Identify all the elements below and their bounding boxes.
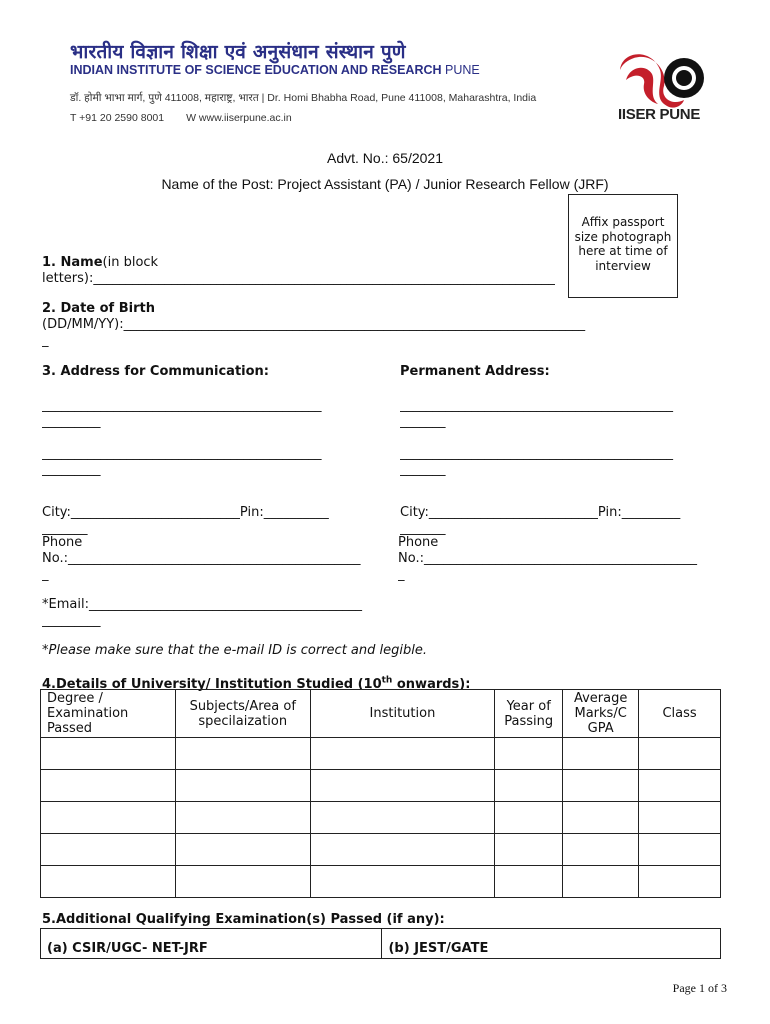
communication-phone-cont: _: [42, 567, 49, 582]
cell-subjects[interactable]: [175, 802, 310, 834]
cell-degree[interactable]: [41, 834, 176, 866]
photo-box: Affix passport size photograph here at time of interview: [568, 194, 678, 298]
cell-class[interactable]: [639, 866, 721, 898]
permanent-phone-field[interactable]: No.:__________________________________________: [398, 551, 697, 566]
column-degree: Degree / Examination Passed: [41, 690, 176, 738]
institute-name-english: [70, 63, 480, 77]
column-year: Year of Passing: [495, 690, 563, 738]
table-row: [41, 802, 721, 834]
institute-address: डॉ. होमी भाभा मार्ग, पुणे 411008, महाराष्ट्र, भारत | Dr. Homi Bhabha Road, Pune 411008, Maharashtra, India: [70, 92, 537, 104]
communication-address-line-2[interactable]: ___________________________________________: [42, 446, 322, 461]
communication-phone-field[interactable]: No.:_____________________________________________: [42, 551, 361, 566]
education-table: [40, 689, 721, 898]
cell-subjects[interactable]: [175, 738, 310, 770]
advertisement-number: Advt. No.: 65/2021: [327, 150, 443, 166]
cell-institution[interactable]: [310, 834, 495, 866]
cell-institution[interactable]: [310, 770, 495, 802]
column-marks: Average Marks/C GPA: [563, 690, 639, 738]
cell-year[interactable]: [495, 802, 563, 834]
cell-marks[interactable]: [563, 802, 639, 834]
education-heading-text: 4.Details of University/ Institution Studied (10: [42, 677, 382, 693]
column-class: Class: [639, 690, 721, 738]
page-number: Page 1 of 3: [672, 981, 727, 995]
dob-field[interactable]: (DD/MM/YY):_______________________________________________________________________: [42, 317, 586, 332]
name-field[interactable]: letters):_______________________________________________________________________: [42, 271, 555, 286]
column-jest-gate: (b) JEST/GATE: [382, 929, 721, 959]
permanent-address-heading-text: Permanent Address:: [400, 364, 550, 379]
communication-address-heading-text: 3. Address for Communication:: [42, 364, 269, 379]
communication-address-line-1[interactable]: ___________________________________________: [42, 398, 322, 413]
email-field[interactable]: *Email:__________________________________________: [42, 597, 362, 612]
institute-city: PUNE: [441, 63, 480, 77]
institute-phone: T +91 20 2590 8001: [70, 112, 165, 124]
cell-year[interactable]: [495, 770, 563, 802]
permanent-address-line-1-cont: _______: [400, 414, 446, 429]
additional-heading: [42, 912, 445, 928]
education-heading-sup: th: [381, 676, 393, 686]
permanent-address-line-2[interactable]: __________________________________________: [400, 446, 673, 461]
cell-degree[interactable]: [41, 802, 176, 834]
additional-heading-text: 5.Additional Qualifying Examination(s) Passed (if any):: [42, 912, 445, 927]
cell-marks[interactable]: [563, 738, 639, 770]
cell-year[interactable]: [495, 738, 563, 770]
column-csir-net: (a) CSIR/UGC- NET-JRF: [41, 929, 382, 959]
permanent-phone-label: Phone: [398, 535, 439, 550]
cell-class[interactable]: [639, 834, 721, 866]
cell-degree[interactable]: [41, 738, 176, 770]
cell-institution[interactable]: [310, 866, 495, 898]
cell-subjects[interactable]: [175, 770, 310, 802]
cell-year[interactable]: [495, 834, 563, 866]
additional-header-row: [41, 929, 721, 959]
cell-year[interactable]: [495, 866, 563, 898]
email-note: *Please make sure that the e-mail ID is correct and legible.: [42, 643, 427, 658]
institute-contact: [70, 112, 314, 124]
communication-city-pin-cont: _______: [42, 521, 88, 536]
column-institution: Institution: [310, 690, 495, 738]
table-row: [41, 770, 721, 802]
name-label: [42, 255, 158, 271]
dob-field-continuation: _: [42, 333, 49, 348]
table-row: [41, 866, 721, 898]
column-subjects: Subjects/Area of specilaization: [175, 690, 310, 738]
institute-name-bold: INDIAN INSTITUTE OF SCIENCE EDUCATION AND RESEARCH: [70, 63, 442, 77]
permanent-address-heading: [400, 364, 550, 380]
cell-institution[interactable]: [310, 738, 495, 770]
table-row: [41, 834, 721, 866]
communication-phone-label: Phone: [42, 535, 83, 550]
cell-class[interactable]: [639, 738, 721, 770]
name-label-number: 1. Name: [42, 255, 103, 270]
communication-address-heading: [42, 364, 269, 380]
permanent-phone-cont: _: [398, 567, 405, 582]
institute-web: W www.iiserpune.ac.in: [186, 112, 292, 124]
cell-marks[interactable]: [563, 866, 639, 898]
permanent-city-pin-field[interactable]: City:__________________________Pin:_________: [400, 505, 681, 520]
cell-degree[interactable]: [41, 770, 176, 802]
communication-address-line-1-cont: _________: [42, 414, 101, 429]
permanent-address-line-1[interactable]: __________________________________________: [400, 398, 673, 413]
cell-marks[interactable]: [563, 770, 639, 802]
education-header-row: [41, 690, 721, 738]
cell-marks[interactable]: [563, 834, 639, 866]
dob-label-text: 2. Date of Birth: [42, 301, 155, 316]
email-field-cont: _________: [42, 613, 101, 628]
cell-subjects[interactable]: [175, 866, 310, 898]
cell-class[interactable]: [639, 770, 721, 802]
cell-class[interactable]: [639, 802, 721, 834]
permanent-address-line-2-cont: _______: [400, 462, 446, 477]
permanent-city-pin-cont: _______: [400, 521, 446, 536]
additional-table: [40, 928, 721, 959]
post-name: Name of the Post: Project Assistant (PA) / Junior Research Fellow (JRF): [161, 176, 609, 192]
institute-name-hindi: भारतीय विज्ञान शिक्षा एवं अनुसंधान संस्थान पुणे: [70, 41, 406, 63]
cell-institution[interactable]: [310, 802, 495, 834]
cell-subjects[interactable]: [175, 834, 310, 866]
cell-degree[interactable]: [41, 866, 176, 898]
name-label-hint: (in block: [102, 255, 159, 270]
table-row: [41, 738, 721, 770]
education-heading-suffix: onwards):: [392, 677, 471, 693]
logo-text: IISER PUNE: [618, 106, 701, 123]
communication-city-pin-field[interactable]: City:__________________________Pin:__________: [42, 505, 329, 520]
communication-address-line-2-cont: _________: [42, 462, 101, 477]
dob-label: [42, 301, 155, 317]
